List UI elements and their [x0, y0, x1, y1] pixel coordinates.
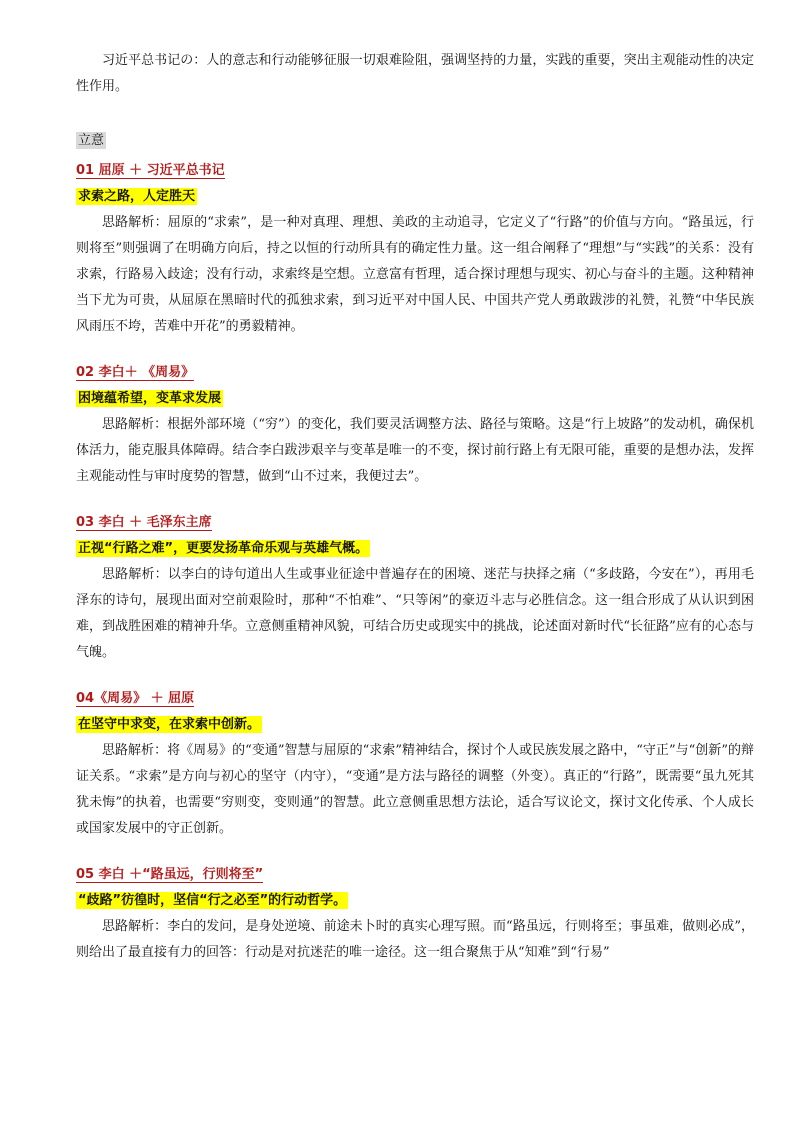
section-theme: 困境蕴希望，变革求发展: [78, 391, 222, 406]
section-03: [76, 510, 754, 666]
section-05: [76, 862, 754, 966]
section-04: [76, 686, 754, 842]
section-analysis: 思路解析：李白的发问，是身处逆境、前途未卜时的真实心理写照。而“路虽远，行则将至；事虽难，做则必成”，则给出了最直接有力的回答：行动是对抗迷茫的唯一途径。这一组合聚焦于从“知难”到“行易”: [76, 919, 754, 960]
section-analysis: 思路解析：以李白的诗句道出人生或事业征途中普遍存在的困境、迷茫与抉择之痛（“多歧路，今安在”），再用毛泽东的诗句，展现出面对空前艰险时，那种“不怕难”、“只等闲”的豪迈斗志与必胜信念。这一组合形成了从认识到困难，到战胜困难的精神升华。立意侧重精神风貌，可结合历史或现实中的挑战，论述面对新时代“长征路”应有的心态与气魄。: [76, 567, 754, 660]
document-page: [76, 48, 754, 966]
section-analysis: 思路解析：根据外部环境（“穷”）的变化，我们要灵活调整方法、路径与策略。这是“行上坡路”的发动机，确保机体活力，能克服具体障碍。结合李白跋涉艰辛与变革是唯一的不变，探讨前行路上有无限可能，重要的是想办法，发挥主观能动性与审时度势的智慧，做到“山不过来，我便过去”。: [76, 417, 754, 484]
section-01: [76, 158, 754, 340]
section-02: [76, 360, 754, 490]
section-theme: 正视“行路之难”，更要发扬革命乐观与英雄气概。: [78, 541, 369, 556]
section-title: 03 李白 ＋ 毛泽东主席: [76, 515, 212, 530]
section-label: [76, 128, 754, 154]
section-title: 05 李白 ＋“路虽远，行则将至”: [76, 867, 264, 882]
section-theme: 在坚守中求变，在求索中创新。: [78, 717, 261, 732]
section-analysis: 思路解析：屈原的“求索”，是一种对真理、理想、美政的主动追寻，它定义了“行路”的价值与方向。“路虽远，行则将至”则强调了在明确方向后，持之以恒的行动所具有的确定性力量。这一组合阐释了“理想”与“实践”的关系：没有求索，行路易入歧途；没有行动，求索终是空想。立意富有哲理，适合探讨理想与现实、初心与奋斗的主题。这种精神当下尤为可贵，从屈原在黑暗时代的孤独求索，到习近平对中国人民、中国共产党人勇敢跋涉的礼赞，礼赞“中华民族风雨压不垮，苦难中开花”的勇毅精神。: [76, 215, 754, 334]
intro-paragraph: 习近平总书记の：人的意志和行动能够征服一切艰难险阻，强调坚持的力量，实践的重要，突出主观能动性的决定性作用。: [76, 53, 754, 94]
section-analysis: 思路解析：将《周易》的“变通”智慧与屈原的“求索”精神结合，探讨个人或民族发展之路中，“守正”与“创新”的辩证关系。“求索”是方向与初心的坚守（内守），“变通”是方法与路径的调整（外变）。真正的“行路”，既需要“虽九死其犹未悔”的执着，也需要“穷则变，变则通”的智慧。此立意侧重思想方法论，适合写议论文，探讨文化传承、个人成长或国家发展中的守正创新。: [76, 743, 754, 836]
section-label-text: 立意: [78, 133, 105, 148]
section-title: 04《周易》 ＋ 屈原: [76, 691, 195, 706]
section-title: 02 李白＋ 《周易》: [76, 365, 195, 380]
section-theme: 求索之路，人定胜天: [78, 189, 196, 204]
section-theme: “歧路”彷徨时，坚信“行之必至”的行动哲学。: [78, 893, 347, 908]
section-title: 01 屈原 ＋ 习近平总书记: [76, 163, 225, 178]
